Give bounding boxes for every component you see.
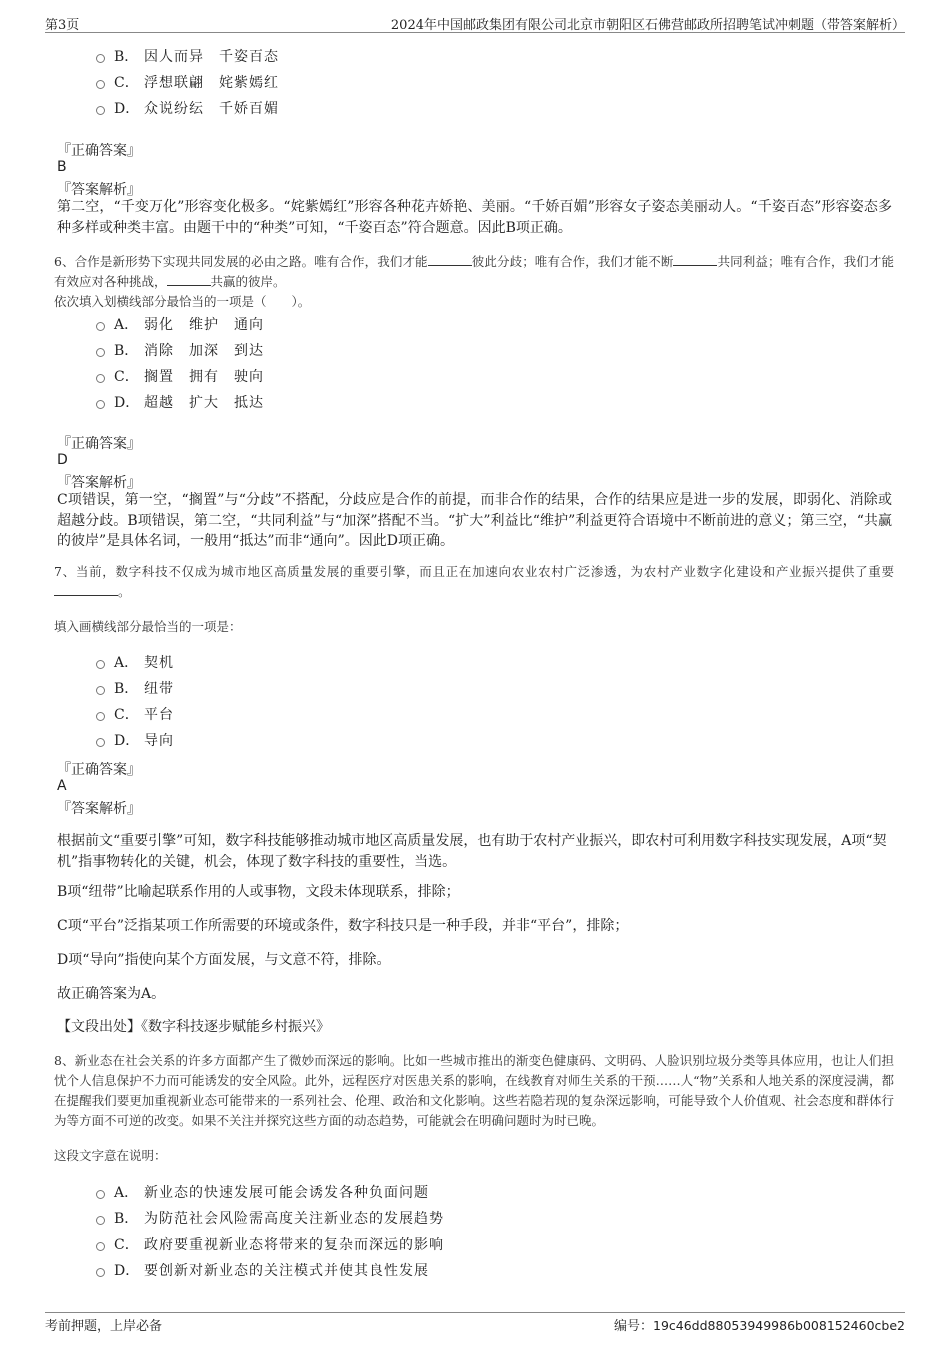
page-footer xyxy=(45,1312,905,1335)
radio-icon[interactable] xyxy=(96,1242,105,1251)
q8-option-b[interactable]: B． 为防范社会风险需高度关注新业态的发展趋势 xyxy=(96,1207,444,1229)
q7-prompt: 填入画横线部分最恰当的一项是： xyxy=(54,619,242,634)
q7-explanation-a: 根据前文“重要引擎”可知，数字科技能够推动城市地区高质量发展，也有助于农村产业振兴，即农村可利用数字科技实现发展，A项“契机”指事物转化的关键，机会，体现了数字科技的重要性，当选。 xyxy=(57,833,887,870)
q5-answer-label: 『正确答案』 xyxy=(57,143,141,159)
q7-option-d[interactable]: D． 导向 xyxy=(96,729,174,751)
q7-answer: A xyxy=(57,778,67,794)
q7-conclusion: 故正确答案为A。 xyxy=(57,986,166,1002)
radio-icon[interactable] xyxy=(96,1190,105,1199)
q6-option-b[interactable]: B． 消除 加深 到达 xyxy=(96,339,264,361)
blank-line xyxy=(428,253,472,266)
q7-explanation-c: C项“平台”泛指某项工作所需要的环境或条件，数字科技只是一种手段，并非“平台”，排除； xyxy=(57,918,629,934)
q7-stem: 7、当前，数字科技不仅成为城市地区高质量发展的重要引擎，而且正在加速向农业农村广泛渗透，为农村产业数字化建设和产业振兴提供了重要。 xyxy=(54,564,894,599)
document-title: 2024年中国邮政集团有限公司北京市朝阳区石佛营邮政所招聘笔试冲刺题（带答案解析） xyxy=(390,18,905,33)
q7-explanation-d: D项“导向”指使向某个方面发展，与文意不符，排除。 xyxy=(57,952,391,968)
q7-explain-label: 『答案解析』 xyxy=(57,801,141,817)
radio-icon[interactable] xyxy=(96,660,105,669)
radio-icon[interactable] xyxy=(96,738,105,747)
blank-line xyxy=(167,273,211,286)
radio-icon[interactable] xyxy=(96,400,105,409)
q5-explanation: 第二空，“千变万化”形容变化极多。“姹紫嫣红”形容各种花卉娇艳、美丽。“千娇百媚”形容女子姿态美丽动人。“千姿百态”形容姿态多种多样或种类丰富。由题干中的“种类”可知，“千姿百态”符合题意。因此B项正确。 xyxy=(57,199,892,236)
q6-answer-label: 『正确答案』 xyxy=(57,436,141,452)
q8-stem: 8、新业态在社会关系的许多方面都产生了微妙而深远的影响。比如一些城市推出的渐变色健康码、文明码、人脸识别垃圾分类等具体应用，也让人们担忧个人信息保护不力而可能诱发的安全风险。此外，远程医疗对医患关系的影响，在线教育对师生关系的干预……人“物”关系和人地关系的深度浸满，都在提醒我们要更加重视新业态可能带来的一系列社会、伦理、政治和文化影响。这些若隐若现的复杂深远影响，可能导致个人价值观、社会态度和群体行为等方面不可逆的改变。如果不关注并探究这些方面的动态趋势，可能就会在明确问题时为时已晚。 xyxy=(54,1053,894,1128)
q7-answer-label: 『正确答案』 xyxy=(57,762,141,778)
q8-prompt: 这段文字意在说明： xyxy=(54,1148,167,1163)
q7-source: 【文段出处】《数字科技逐步赋能乡村振兴》 xyxy=(57,1019,330,1035)
q8-option-a[interactable]: A． 新业态的快速发展可能会诱发各种负面问题 xyxy=(96,1181,429,1203)
radio-icon[interactable] xyxy=(96,80,105,89)
q6-explanation: C项错误，第一空，“搁置”与“分歧”不搭配，分歧应是合作的前提，而非合作的结果，合作的结果应是进一步的发展，即弱化、消除或超越分歧。B项错误，第二空，“共同利益”与“加深”搭配不当。“扩大”利益比“维护”利益更符合语境中不断前进的意义；第三空，“共赢的彼岸”是具体名词，一般用“抵达”而非“通向”。因此D项正确。 xyxy=(57,492,892,549)
q7-explanation-b: B项“纽带”比喻起联系作用的人或事物，文段未体现联系，排除； xyxy=(57,884,460,900)
radio-icon[interactable] xyxy=(96,106,105,115)
q5-explain-label: 『答案解析』 xyxy=(57,182,141,198)
radio-icon[interactable] xyxy=(96,348,105,357)
q8-option-c[interactable]: C． 政府要重视新业态将带来的复杂而深远的影响 xyxy=(96,1233,444,1255)
radio-icon[interactable] xyxy=(96,1216,105,1225)
q6-explain-label: 『答案解析』 xyxy=(57,475,141,491)
q6-answer: D xyxy=(57,452,68,468)
q5-option-b[interactable]: B． 因人而异 千姿百态 xyxy=(96,45,279,67)
footer-slogan: 考前押题，上岸必备 xyxy=(45,1319,163,1334)
q6-option-a[interactable]: A． 弱化 维护 通向 xyxy=(96,313,264,335)
q8-option-d[interactable]: D． 要创新对新业态的关注模式并使其良性发展 xyxy=(96,1259,429,1281)
q7-option-c[interactable]: C． 平台 xyxy=(96,703,174,725)
radio-icon[interactable] xyxy=(96,1268,105,1277)
q6-stem: 6、合作是新形势下实现共同发展的必由之路。唯有合作，我们才能 彼此分歧；唯有合作，我们才能不断 共同利益；唯有合作，我们才能有效应对各种挑战， 共赢的彼岸。 依次填入划横线部分最恰当的一项是（ ）。 xyxy=(54,254,894,309)
radio-icon[interactable] xyxy=(96,686,105,695)
blank-line xyxy=(54,583,118,596)
document-code: 编号：19c46dd88053949986b008152460cbe2 xyxy=(613,1318,905,1334)
page-number: 第3页 xyxy=(45,18,80,33)
blank-line xyxy=(673,253,717,266)
q7-option-a[interactable]: A． 契机 xyxy=(96,651,174,673)
radio-icon[interactable] xyxy=(96,54,105,63)
q6-option-d[interactable]: D． 超越 扩大 抵达 xyxy=(96,391,264,413)
q5-option-c[interactable]: C． 浮想联翩 姹紫嫣红 xyxy=(96,71,279,93)
radio-icon[interactable] xyxy=(96,322,105,331)
q7-option-b[interactable]: B． 纽带 xyxy=(96,677,174,699)
q5-answer: B xyxy=(57,159,67,175)
page-header xyxy=(45,14,905,33)
radio-icon[interactable] xyxy=(96,712,105,721)
radio-icon[interactable] xyxy=(96,374,105,383)
q6-option-c[interactable]: C． 搁置 拥有 驶向 xyxy=(96,365,264,387)
q5-option-d[interactable]: D． 众说纷纭 千娇百媚 xyxy=(96,97,279,119)
